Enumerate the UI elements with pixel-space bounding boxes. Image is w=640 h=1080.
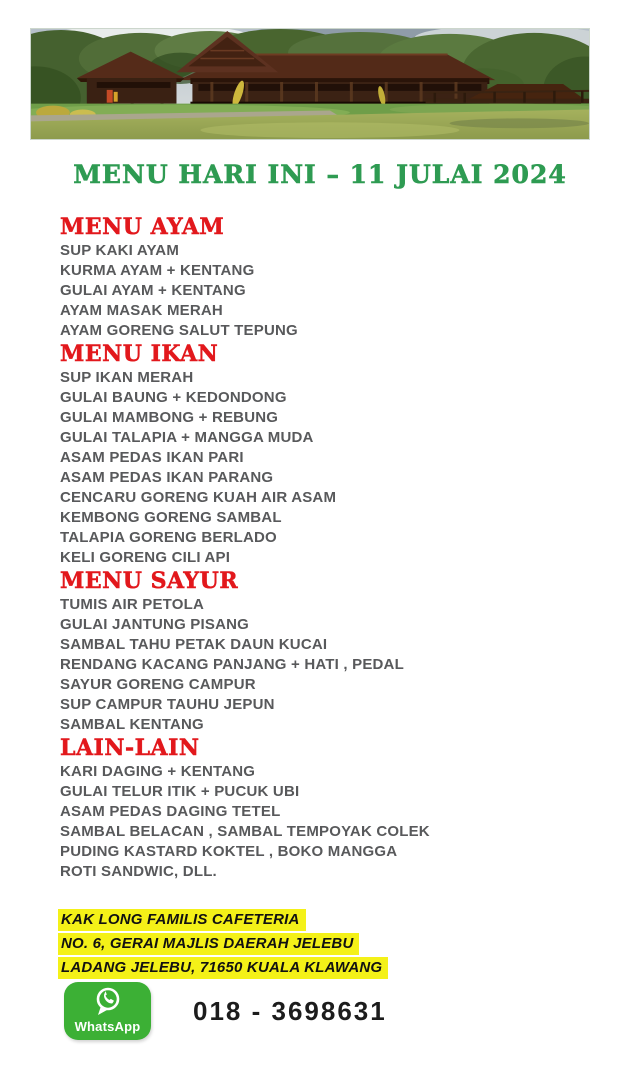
menu-section: [60, 343, 610, 568]
menu-item: AYAM GORENG SALUT TEPUNG: [60, 322, 298, 339]
menu-item: SUP CAMPUR TAUHU JEPUN: [60, 696, 275, 713]
phone-number: 018 - 3698631: [193, 995, 387, 1026]
menu-section: [60, 737, 610, 882]
section-heading: MENU IKAN: [60, 341, 219, 367]
menu-item: GULAI MAMBONG + REBUNG: [60, 409, 279, 426]
address-line: [58, 909, 388, 931]
address-line-text: NO. 6, GERAI MAJLIS DAERAH JELEBU: [58, 933, 359, 955]
address-line-text: LADANG JELEBU, 71650 KUALA KLAWANG: [58, 957, 388, 979]
menu-item: GULAI BAUNG + KEDONDONG: [60, 389, 287, 406]
cafeteria-photo: [30, 28, 590, 140]
section-heading: MENU AYAM: [60, 214, 225, 240]
menu-item: GULAI TALAPIA + MANGGA MUDA: [60, 429, 314, 446]
menu-sections: [0, 214, 640, 882]
page-title: MENU HARI INI – 11 JULAI 2024: [73, 160, 567, 189]
menu-item: ASAM PEDAS DAGING TETEL: [60, 803, 281, 820]
menu-item: SUP KAKI AYAM: [60, 242, 180, 259]
menu-item: KURMA AYAM + KENTANG: [60, 262, 255, 279]
menu-item: SAMBAL BELACAN , SAMBAL TEMPOYAK COLEK: [60, 823, 430, 840]
menu-item: PUDING KASTARD KOKTEL , BOKO MANGGA: [60, 843, 398, 860]
section-heading: LAIN-LAIN: [60, 735, 200, 761]
address-line: [58, 957, 388, 979]
menu-item: ROTI SANDWIC, DLL.: [60, 863, 217, 880]
menu-item: CENCARU GORENG KUAH AIR ASAM: [60, 489, 337, 506]
address-line-text: KAK LONG FAMILIS CAFETERIA: [58, 909, 306, 931]
section-items: [60, 762, 610, 882]
section-heading: MENU SAYUR: [60, 568, 239, 594]
menu-item: TUMIS AIR PETOLA: [60, 596, 205, 613]
cafeteria-photo-scene: [31, 29, 589, 139]
whatsapp-badge: [64, 982, 151, 1040]
menu-item: KEMBONG GORENG SAMBAL: [60, 509, 282, 526]
menu-item: KARI DAGING + KENTANG: [60, 763, 256, 780]
section-items: [60, 241, 610, 341]
section-items: [60, 368, 610, 568]
menu-item: ASAM PEDAS IKAN PARI: [60, 449, 244, 466]
menu-item: SUP IKAN MERAH: [60, 369, 194, 386]
menu-item: RENDANG KACANG PANJANG + HATI , PEDAL: [60, 656, 404, 673]
menu-item: TALAPIA GORENG BERLADO: [60, 529, 277, 546]
menu-item: ASAM PEDAS IKAN PARANG: [60, 469, 274, 486]
menu-section: [60, 570, 610, 735]
menu-item: KELI GORENG CILI API: [60, 549, 231, 566]
menu-item: GULAI TELUR ITIK + PUCUK UBI: [60, 783, 300, 800]
address-block: [58, 909, 388, 981]
section-items: [60, 595, 610, 735]
menu-item: GULAI JANTUNG PISANG: [60, 616, 250, 633]
whatsapp-icon: [87, 985, 129, 1019]
menu-item: SAMBAL KENTANG: [60, 716, 204, 733]
menu-section: [60, 216, 610, 341]
menu-item: GULAI AYAM + KENTANG: [60, 282, 246, 299]
contact-row: [64, 982, 387, 1040]
menu-item: SAMBAL TAHU PETAK DAUN KUCAI: [60, 636, 328, 653]
menu-item: SAYUR GORENG CAMPUR: [60, 676, 256, 693]
whatsapp-label: WhatsApp: [74, 1019, 141, 1034]
address-line: [58, 933, 388, 955]
menu-item: AYAM MASAK MERAH: [60, 302, 223, 319]
